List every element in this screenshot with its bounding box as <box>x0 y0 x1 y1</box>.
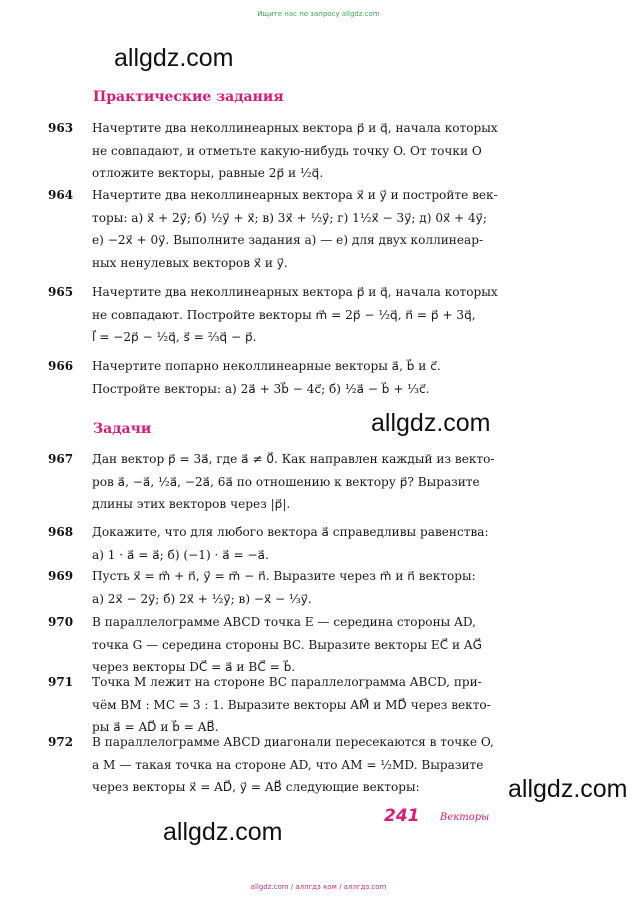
text-line: а) 1 · a⃗ = a⃗; б) (−1) · a⃗ = −a⃗. <box>92 547 269 562</box>
problem-text-968 <box>92 521 560 566</box>
text-line: ры a⃗ = AD⃗ и b⃗ = AB⃗. <box>92 720 219 735</box>
text-line: Пусть x⃗ = m⃗ + n⃗, y⃗ = m⃗ − n⃗. Выразите через m⃗ и n⃗ векторы: <box>92 569 476 583</box>
problem-number-967: 967 <box>48 452 74 466</box>
problem-number-971: 971 <box>48 675 74 689</box>
problem-text-964 <box>92 184 560 274</box>
problem-number-970: 970 <box>48 615 74 629</box>
text-line: через векторы x⃗ = AD⃗, y⃗ = AB⃗ следующие векторы: <box>92 780 420 795</box>
problem-number-964: 964 <box>48 188 74 202</box>
watermark-top: allgdz.com <box>114 44 234 72</box>
page-running-title: Векторы <box>440 812 490 823</box>
text-line: Докажите, что для любого вектора a⃗ справедливы равенства: <box>92 525 489 539</box>
text-line: Начертите два неколлинеарных вектора x⃗ и y⃗ и постройте век- <box>92 188 498 202</box>
text-line: ных ненулевых векторов x⃗ и y⃗. <box>92 255 288 270</box>
problem-text-972 <box>92 731 560 799</box>
page-number: 241 <box>384 806 420 826</box>
text-line: Постройте векторы: а) 2a⃗ + 3b⃗ − 4c⃗; б) ½a⃗ − b⃗ + ⅓c⃗. <box>92 381 430 396</box>
text-line: не совпадают. Постройте векторы m⃗ = 2p⃗ − ½q⃗, n⃗ = p⃗ + 3q⃗, <box>92 307 476 322</box>
problem-number-968: 968 <box>48 525 74 539</box>
problem-number-965: 965 <box>48 285 74 299</box>
text-line: длины этих векторов через |p⃗|. <box>92 497 291 512</box>
section-heading-tasks: Задачи <box>93 421 152 437</box>
problem-text-967 <box>92 448 560 516</box>
problem-number-969: 969 <box>48 569 74 583</box>
header-note: Ищите нас по запросу allgdz.com <box>257 10 380 18</box>
footer-note: allgdz.com / аллгдз ком / аллгдз.com <box>250 883 387 891</box>
text-line: Начертите два неколлинеарных вектора p⃗ и q⃗, начала которых <box>92 285 498 299</box>
text-line: ров a⃗, −a⃗, ½a⃗, −2a⃗, 6a⃗ по отношению к вектору p⃗? Выразите <box>92 474 480 489</box>
text-line: В параллелограмме ABCD диагонали пересекаются в точке O, <box>92 735 494 749</box>
text-line: В параллелограмме ABCD точка E — середина стороны AD, <box>92 615 476 629</box>
text-line: Дан вектор p⃗ = 3a⃗, где a⃗ ≠ 0⃗. Как направлен каждый из векто- <box>92 452 495 466</box>
problem-text-969 <box>92 565 560 610</box>
problem-text-970 <box>92 611 560 679</box>
problem-number-966: 966 <box>48 359 74 373</box>
text-line: точка G — середина стороны BC. Выразите векторы EC⃗ и AG⃗ <box>92 637 483 652</box>
text-line: торы: а) x⃗ + 2y⃗; б) ½y⃗ + x⃗; в) 3x⃗ + ½y⃗; г) 1½x⃗ − 3y⃗; д) 0x⃗ + 4y⃗; <box>92 210 487 225</box>
text-line: Начертите попарно неколлинеарные векторы a⃗, b⃗ и c⃗. <box>92 359 441 373</box>
text-line: е) −2x⃗ + 0y⃗. Выполните задания а) — е) для двух коллинеар- <box>92 233 484 248</box>
text-line: l⃗ = −2p⃗ − ½q⃗, s⃗ = ⅔q⃗ − p⃗. <box>92 330 257 345</box>
problem-number-963: 963 <box>48 121 74 135</box>
watermark-bottom: allgdz.com <box>163 818 283 846</box>
problem-number-972: 972 <box>48 735 74 749</box>
text-line: через векторы DC⃗ = a⃗ и BC⃗ = b⃗. <box>92 660 296 675</box>
watermark-middle: allgdz.com <box>371 409 491 437</box>
text-line: а) 2x⃗ − 2y⃗; б) 2x⃗ + ½y⃗; в) −x⃗ − ⅓y⃗. <box>92 591 312 606</box>
text-line: а M — такая точка на стороне AD, что AM = ½MD. Выразите <box>92 757 484 772</box>
problem-text-963 <box>92 117 560 185</box>
problem-text-966 <box>92 355 560 400</box>
text-line: Начертите два неколлинеарных вектора p⃗ и q⃗, начала которых <box>92 121 498 135</box>
text-line: не совпадают, и отметьте какую-нибудь точку O. От точки O <box>92 143 482 158</box>
problem-text-965 <box>92 281 560 349</box>
text-line: отложите векторы, равные 2p⃗ и ½q⃗. <box>92 166 324 181</box>
text-line: чём BM : MC = 3 : 1. Выразите векторы AM⃗ и MD⃗ через векто- <box>92 697 491 712</box>
section-heading-practice: Практические задания <box>93 89 284 105</box>
text-line: Точка M лежит на стороне BC параллелограмма ABCD, при- <box>92 675 482 689</box>
problem-text-971 <box>92 671 560 739</box>
watermark-right: allgdz.com <box>508 775 628 803</box>
